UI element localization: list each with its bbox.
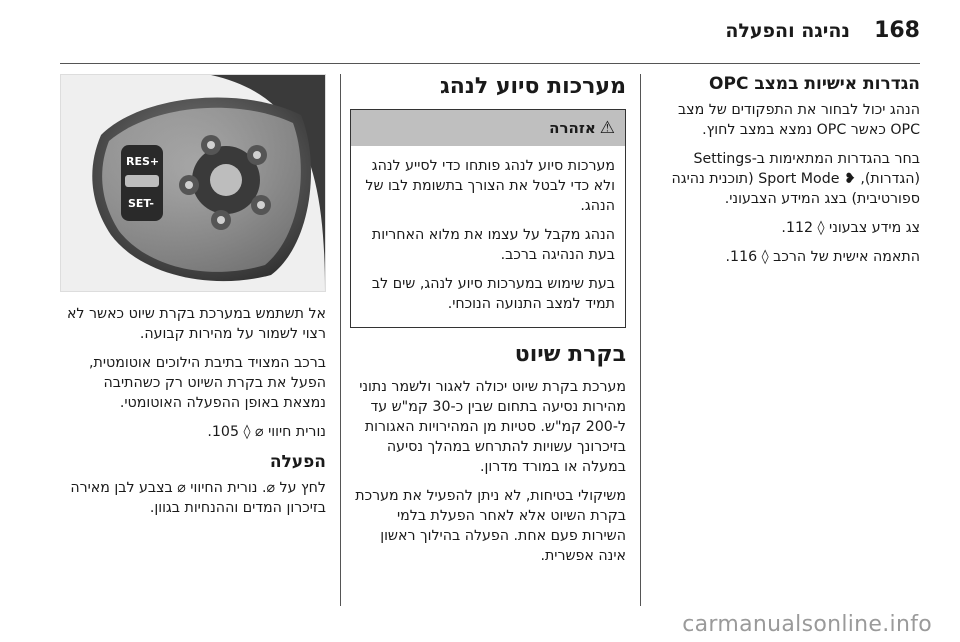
warning-box	[350, 109, 626, 328]
activation-heading: הפעלה	[269, 452, 326, 472]
cruise-paragraph-2: משיקולי בטיחות, לא ניתן להפעיל את מערכת בקרת השיוט אלא לאחר הפעלת בלמי השירות פעם אחת. הפעלה בהילוך ראשון אינה אפשרית.	[355, 488, 626, 564]
cruise-control-heading: בקרת שיוט	[514, 342, 626, 367]
cruise-paragraph-1: מערכת בקרת שיוט יכולה לאגור ולשמר נתוני מהירות נסיעה בתחום שבין כ-30 קמ"ש עד ל-200 קמ"ש. סטיות מן המהירויות האגורות בזיכרונך עשויות להתרחש במהלך נסיעה במעלה או במורד מדרון.	[359, 379, 626, 475]
opc-paragraph-2: בחר בהגדרות המתאימות ב-Settings (הגדרות), ❥ Sport Mode (תוכנית נהיגה ספורטיבית) בצג המידע הצבעוני.	[671, 151, 920, 207]
activation-paragraph: לחץ על ⌀. נורית החיווי ⌀ בצבע לבן מאירה בזיכרון המדים וההנחיות בגוון.	[70, 480, 326, 516]
driver-assist-title: מערכות סיוע לנהג	[439, 74, 626, 99]
res-plus-label: RES+	[126, 155, 160, 168]
cruise-note-2: ברכב המצויד בתיבת הילוכים אוטומטית, הפעל את בקרת השיוט רק כשהתיבה נמצאת באופן ההפעלה האוטומטי.	[88, 355, 326, 411]
section-title: נהיגה והפעלה	[725, 20, 850, 42]
opc-paragraph-3: צג מידע צבעוני ◊ 112.	[781, 220, 920, 236]
middle-column	[350, 74, 626, 575]
steering-wheel-illustration	[61, 75, 325, 291]
set-minus-label: SET-	[128, 197, 154, 210]
warning-triangle-icon: ⚠	[599, 118, 615, 138]
warning-paragraph-2: הנהג מקבל על עצמו את מלוא האחריות בעת הנהיגה ברכב.	[371, 227, 615, 263]
page-header	[0, 0, 960, 64]
left-column	[58, 74, 326, 527]
cruise-note-1: אל תשתמש במערכת בקרת שיוט כאשר לא רצוי לשמור על מהירות קבועה.	[66, 306, 326, 342]
column-divider-right	[640, 74, 641, 606]
warning-paragraph-1: מערכות סיוע לנהג פותחו כדי לסייע לנהג ולא כדי לבטל את הצורך בתשומת לבו של הנהג.	[365, 158, 615, 214]
warning-header	[351, 110, 625, 146]
page-number: 168	[874, 18, 920, 43]
warning-paragraph-3: בעת שימוש במערכות סיוע לנהג, שים לב תמיד למצב התנועה הנוכחי.	[371, 276, 615, 312]
column-divider-left	[340, 74, 341, 606]
header-divider	[60, 63, 920, 64]
right-column	[654, 74, 920, 276]
warning-body	[351, 146, 625, 327]
cruise-note-3: נורית חיווי ⌀ ◊ 105.	[207, 424, 326, 440]
opc-heading: הגדרות אישיות במצב OPC	[709, 74, 920, 94]
opc-paragraph-4: התאמה אישית של הרכב ◊ 116.	[725, 249, 920, 265]
watermark: carmanualsonline.info	[682, 612, 932, 637]
opc-paragraph-1: הנהג יכול לבחור את התפקודים של מצב OPC כאשר OPC נמצא במצב לחוץ.	[677, 102, 920, 138]
steering-wheel-controls-photo	[60, 74, 326, 292]
warning-label: אזהרה	[549, 119, 596, 137]
